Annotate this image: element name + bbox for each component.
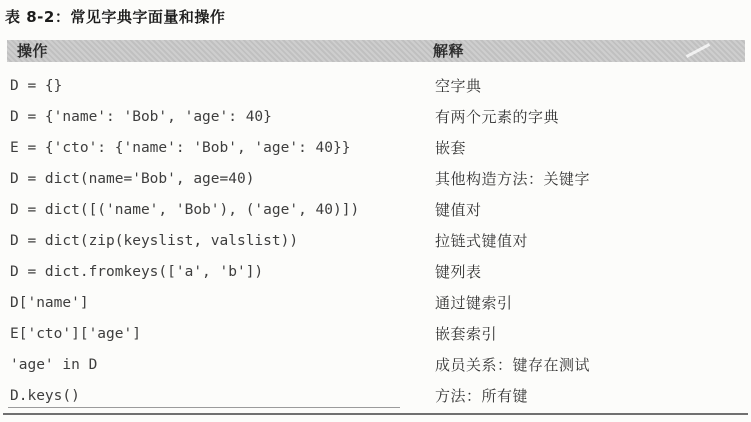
table-row (10, 194, 745, 225)
table-row (10, 256, 745, 287)
explanation-cell: 成员关系：键存在测试 (435, 356, 591, 374)
column-header-operation: 操作 (17, 42, 49, 60)
explanation-cell: 空字典 (435, 77, 482, 95)
operation-cell: D = {} (10, 77, 63, 94)
table-bottom-rule-ghost (8, 407, 400, 408)
operation-cell: D = dict.fromkeys(['a', 'b']) (10, 263, 264, 280)
operation-cell: 'age' in D (10, 356, 98, 373)
operation-cell: D = dict(name='Bob', age=40) (10, 170, 255, 187)
explanation-cell: 方法：所有键 (435, 387, 529, 405)
operation-cell: D = dict([('name', 'Bob'), ('age', 40)]) (10, 201, 360, 218)
table-title: 表 8-2：常见字典字面量和操作 (5, 8, 226, 26)
table-row (10, 225, 745, 256)
table-row (10, 70, 745, 101)
operation-cell: E['cto']['age'] (10, 325, 141, 342)
table-row (10, 318, 745, 349)
explanation-cell: 键列表 (435, 263, 482, 281)
table-row (10, 132, 745, 163)
table-body (10, 70, 745, 411)
table-header-row (7, 40, 745, 62)
scan-artifact (686, 43, 710, 58)
operation-cell: D['name'] (10, 294, 89, 311)
explanation-cell: 拉链式键值对 (435, 232, 529, 250)
operation-cell: D.keys() (10, 387, 80, 404)
operation-cell: D = {'name': 'Bob', 'age': 40} (10, 108, 272, 125)
explanation-cell: 嵌套索引 (435, 325, 498, 343)
table-row (10, 101, 745, 132)
explanation-cell: 键值对 (435, 201, 482, 219)
operation-cell: E = {'cto': {'name': 'Bob', 'age': 40}} (10, 139, 351, 156)
explanation-cell: 通过键索引 (435, 294, 513, 312)
column-header-explanation: 解释 (433, 42, 465, 60)
operation-cell: D = dict(zip(keyslist, valslist)) (10, 232, 299, 249)
table-row (10, 287, 745, 318)
explanation-cell: 嵌套 (435, 139, 467, 157)
table-row (10, 163, 745, 194)
table-row (10, 349, 745, 380)
explanation-cell: 其他构造方法：关键字 (435, 170, 591, 188)
table-bottom-rule (3, 413, 748, 415)
explanation-cell: 有两个元素的字典 (435, 108, 560, 126)
